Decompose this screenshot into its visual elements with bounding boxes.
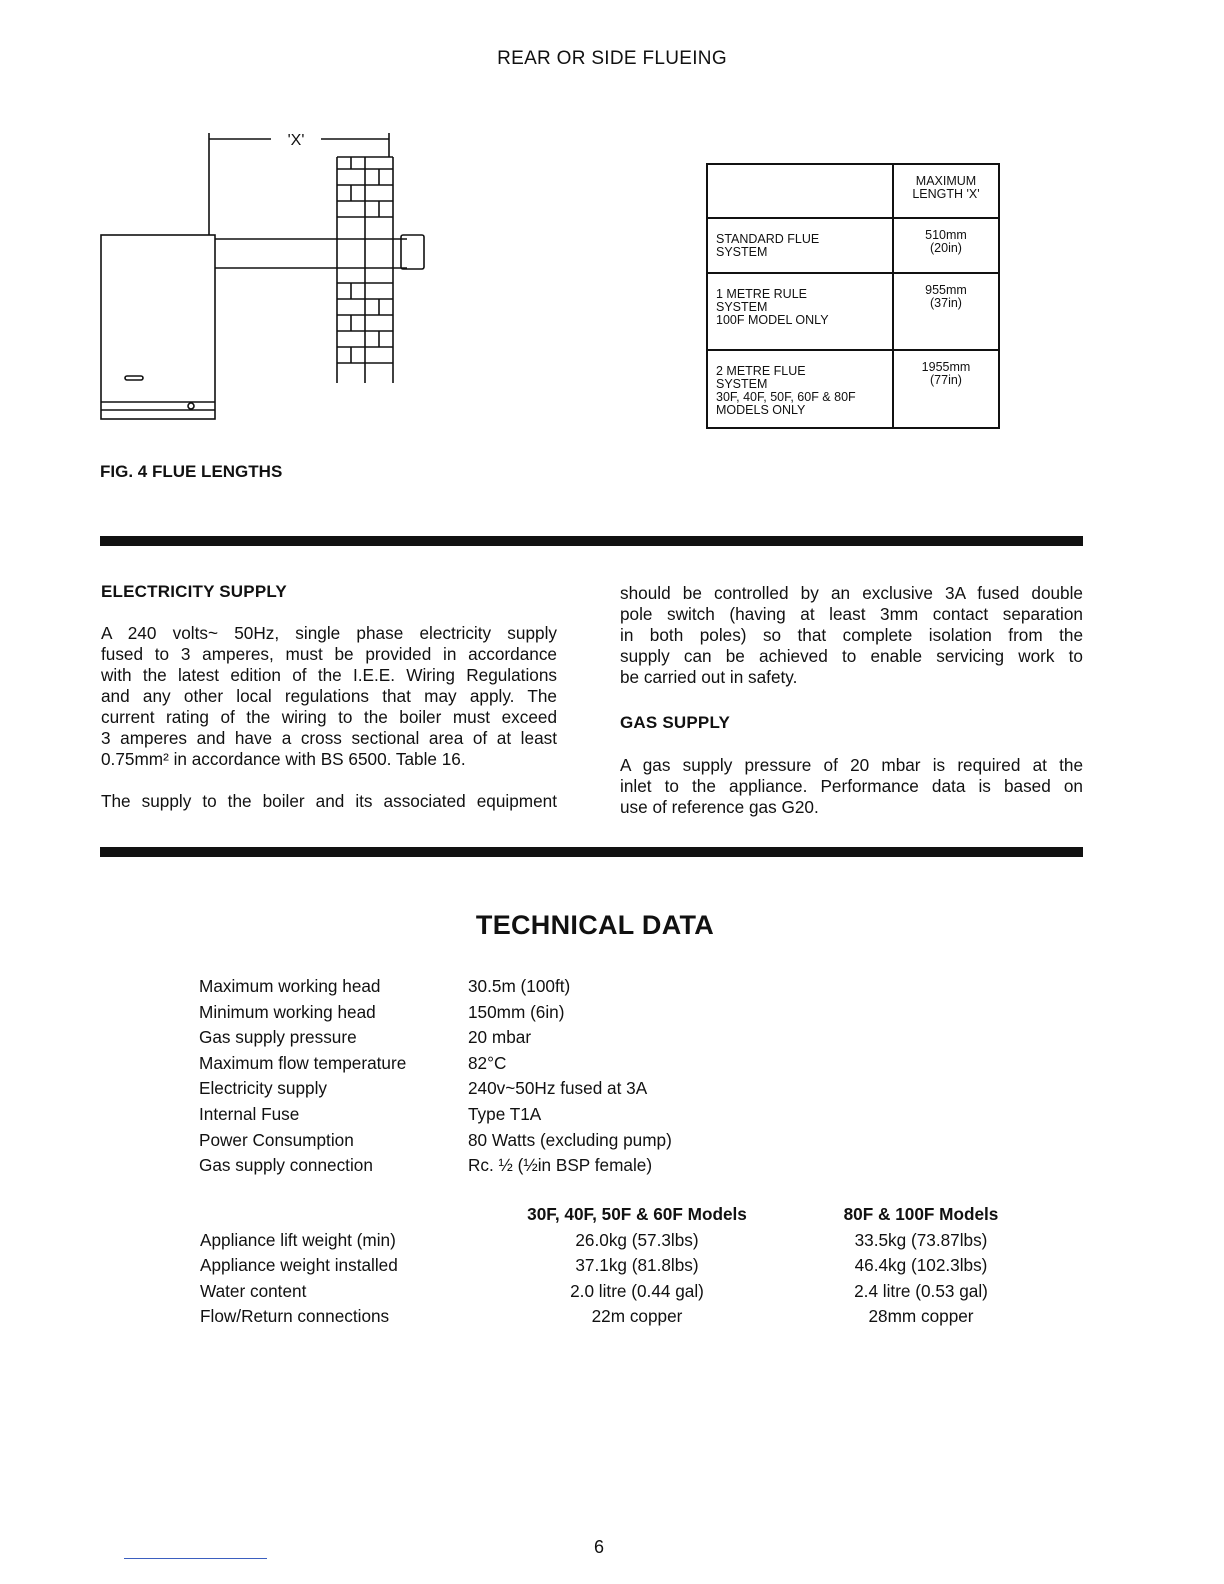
table-cell-system: 2 METRE FLUE SYSTEM 30F, 40F, 50F, 60F & 80F MODELS ONLY — [707, 350, 893, 428]
page-heading: REAR OR SIDE FLUEING — [497, 48, 727, 69]
table-row: Water content 2.0 litre (0.44 gal) 2.4 litre (0.53 gal) — [200, 1280, 988, 1301]
flue-diagram — [95, 125, 435, 430]
footer-line — [124, 1558, 267, 1559]
table-header-row — [200, 1202, 1021, 1228]
list-item: Gas supply connection Rc. ½ (½in BSP female) — [199, 1155, 653, 1176]
flue-length-table — [706, 163, 1000, 429]
column-header: 80F & 100F Models — [843, 1204, 999, 1224]
list-item: Minimum working head 150mm (6in) — [199, 1001, 565, 1022]
column-header: 30F, 40F, 50F & 60F Models — [527, 1204, 747, 1224]
table-cell-system: STANDARD FLUE SYSTEM — [707, 218, 893, 273]
divider-rule — [100, 847, 1083, 857]
table-row — [707, 350, 999, 428]
list-item: Maximum working head 30.5m (100ft) — [199, 976, 571, 996]
list-item: Power Consumption 80 Watts (excluding pump) — [199, 1129, 672, 1150]
list-item: Electricity supply 240v~50Hz fused at 3A — [199, 1078, 648, 1099]
page-number: 6 — [593, 1537, 604, 1557]
divider-rule — [100, 536, 1083, 546]
flue-terminal — [401, 235, 424, 269]
technical-data-title: TECHNICAL DATA — [475, 910, 715, 940]
figure-caption: FIG. 4 FLUE LENGTHS — [100, 462, 283, 481]
table-row — [707, 218, 999, 273]
table-row: Appliance weight installed 37.1kg (81.8lbs) 46.4kg (102.3lbs) — [200, 1255, 988, 1276]
boiler-body — [101, 235, 215, 419]
gas-paragraph: A gas supply pressure of 20 mbar is required at the inlet to the appliance. Performance data is based on use of reference gas G20. — [620, 755, 1083, 817]
list-item: Gas supply pressure 20 mbar — [199, 1027, 532, 1048]
dimension-label: 'X' — [287, 132, 305, 149]
table-cell-length: 955mm (37in) — [893, 273, 999, 350]
electricity-section — [101, 581, 557, 812]
gas-heading: GAS SUPPLY — [620, 713, 731, 732]
table-header-length: MAXIMUM LENGTH 'X' — [893, 164, 999, 218]
model-comparison-table — [200, 1202, 1021, 1330]
list-item: Internal Fuse Type T1A — [199, 1103, 542, 1124]
list-item: Maximum flow temperature 82°C — [199, 1052, 507, 1073]
spec-list — [199, 974, 672, 1179]
electricity-heading: ELECTRICITY SUPPLY — [101, 582, 287, 601]
table-row — [707, 273, 999, 350]
electricity-paragraph: A 240 volts~ 50Hz, single phase electricity supply fused to 3 amperes, must be provided in accordance with the latest edition of the I.E.E. Wiring Regulations and any other local regulations that may apply. The current rating of the wiring to the boiler must exceed 3 amperes and have a cross sectional area of at least 0.75mm² in accordance with BS 6500. Table 16. — [101, 623, 557, 769]
table-cell-system: 1 METRE RULE SYSTEM 100F MODEL ONLY — [707, 273, 893, 350]
table-row: Flow/Return connections 22m copper 28mm copper — [200, 1306, 974, 1327]
table-row: Appliance lift weight (min) 26.0kg (57.3lbs) 33.5kg (73.87lbs) — [200, 1229, 988, 1250]
table-cell-empty — [707, 164, 893, 218]
electricity-paragraph-continued: should be controlled by an exclusive 3A fused double pole switch (having at least 3mm contact separation in both poles) so that complete isolation from the supply can be achieved to enable servicing work to be carried out in safety. — [620, 583, 1083, 687]
table-row — [707, 164, 999, 218]
table-cell-length: 510mm (20in) — [893, 218, 999, 273]
table-cell-length: 1955mm (77in) — [893, 350, 999, 428]
right-column — [620, 583, 1083, 818]
electricity-paragraph-continued: The supply to the boiler and its associated equipment — [101, 791, 557, 811]
boiler-control-icon — [125, 376, 143, 380]
